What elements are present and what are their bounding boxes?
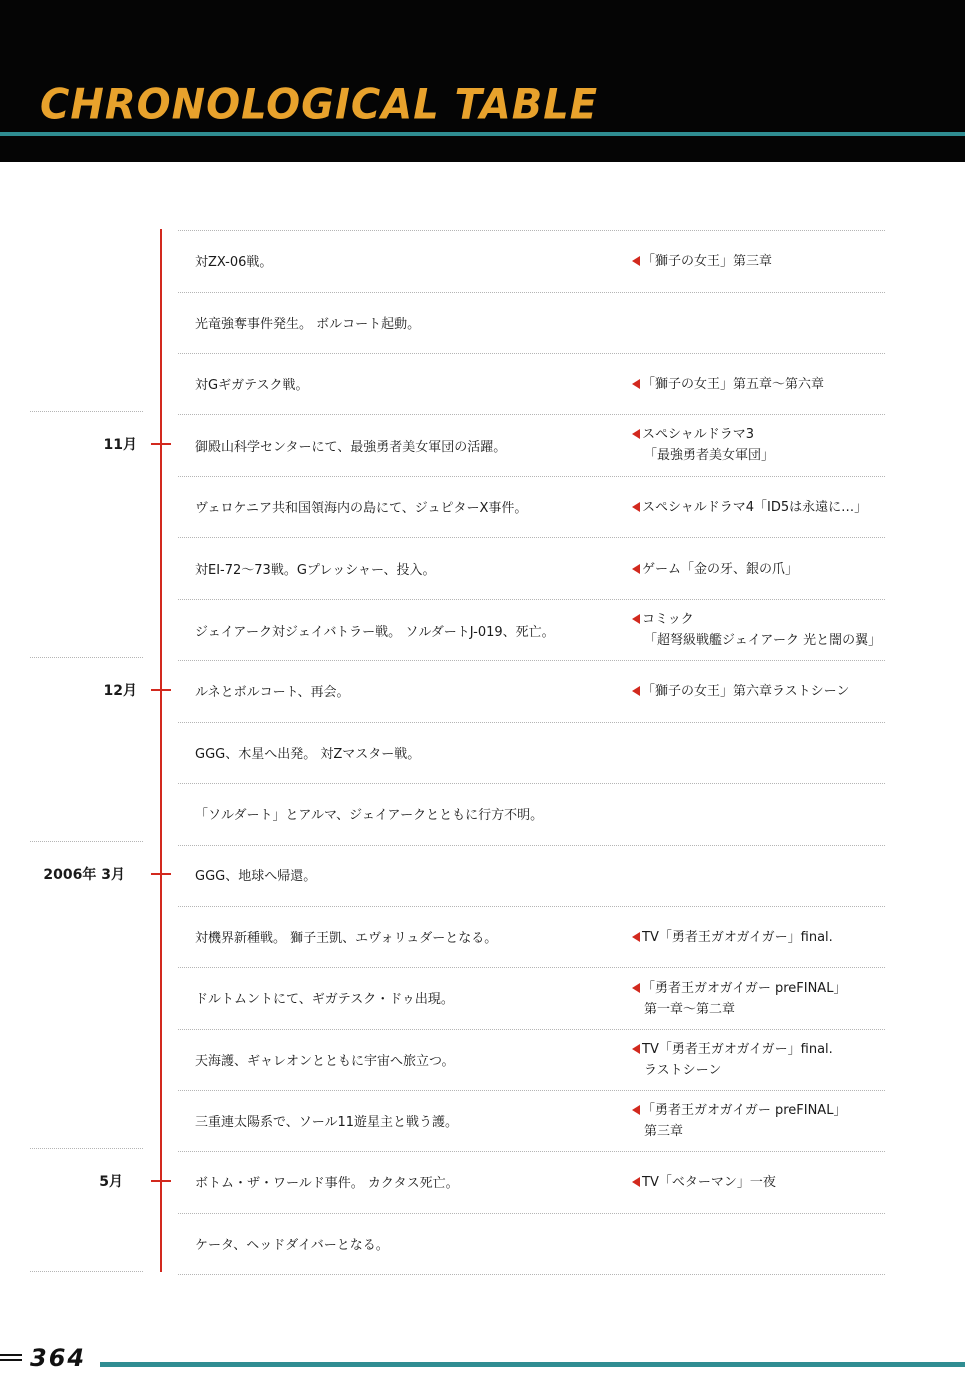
event-text: ヴェロケニア共和国領海内の島にて、ジュピターX事件。 <box>195 501 528 516</box>
row-separator <box>178 476 885 477</box>
left-separator <box>30 411 143 412</box>
event-text: ボトム・ザ・ワールド事件。 カクタス死亡。 <box>195 1176 459 1191</box>
red-triangle-icon <box>632 256 640 266</box>
red-triangle-icon <box>632 379 640 389</box>
timeline-bar <box>160 229 162 1272</box>
source-reference: スペシャルドラマ3 「最強勇者美女軍団」 <box>632 424 774 466</box>
event-text: 天海護、ギャレオンとともに宇宙へ旅立つ。 <box>195 1054 455 1069</box>
page-title: CHRONOLOGICAL TABLE <box>40 80 599 130</box>
row-separator <box>178 414 885 415</box>
row-separator <box>178 230 885 231</box>
source-reference: ゲーム「金の牙、銀の爪」 <box>632 559 798 580</box>
month-tick <box>151 1180 171 1182</box>
source-reference: TV「勇者王ガオガイガー」final. ラストシーン <box>632 1039 833 1081</box>
footer-rule <box>100 1362 965 1367</box>
event-text: GGG、地球へ帰還。 <box>195 869 317 884</box>
source-reference: 「勇者王ガオガイガー preFINAL」 第三章 <box>632 1100 846 1142</box>
row-separator <box>178 537 885 538</box>
red-triangle-icon <box>632 932 640 942</box>
red-triangle-icon <box>632 1177 640 1187</box>
event-text: 対機界新種戦。 獅子王凱、エヴォリュダーとなる。 <box>195 931 498 946</box>
source-reference: 「勇者王ガオガイガー preFINAL」 第一章〜第二章 <box>632 978 846 1020</box>
row-separator <box>178 1274 885 1275</box>
red-triangle-icon <box>632 429 640 439</box>
row-separator <box>178 1151 885 1152</box>
red-triangle-icon <box>632 1105 640 1115</box>
event-text: ルネとボルコート、再会。 <box>195 685 350 700</box>
event-text: 対EI-72〜73戦。Gプレッシャー、投入。 <box>195 563 436 578</box>
source-reference: コミック 「超弩級戦艦ジェイアーク 光と闇の翼」 <box>632 609 881 651</box>
row-separator <box>178 599 885 600</box>
source-reference: 「獅子の女王」第三章 <box>632 251 772 272</box>
row-separator <box>178 967 885 968</box>
footer-bars <box>0 1354 22 1364</box>
month-label: 12月 <box>103 683 137 699</box>
event-text: ケータ、ヘッドダイバーとなる。 <box>195 1238 389 1253</box>
month-label: 11月 <box>103 437 137 453</box>
event-text: ジェイアーク対ジェイバトラー戦。 ソルダートJ-019、死亡。 <box>195 625 555 640</box>
red-triangle-icon <box>632 983 640 993</box>
row-separator <box>178 845 885 846</box>
event-text: GGG、木星へ出発。 対Zマスター戦。 <box>195 747 421 762</box>
row-separator <box>178 292 885 293</box>
event-text: 対Gギガテスク戦。 <box>195 378 309 393</box>
red-triangle-icon <box>632 614 640 624</box>
row-separator <box>178 1029 885 1030</box>
row-separator <box>178 783 885 784</box>
event-text: 「ソルダート」とアルマ、ジェイアークとともに行方不明。 <box>195 808 544 823</box>
event-text: 御殿山科学センターにて、最強勇者美女軍団の活躍。 <box>195 440 507 455</box>
source-reference: 「獅子の女王」第五章〜第六章 <box>632 374 824 395</box>
source-reference: スペシャルドラマ4「ID5は永遠に…」 <box>632 497 867 518</box>
month-label: 5月 <box>99 1174 123 1190</box>
red-triangle-icon <box>632 502 640 512</box>
page-number: 364 <box>30 1344 87 1372</box>
source-reference: TV「勇者王ガオガイガー」final. <box>632 927 833 948</box>
left-separator <box>30 841 143 842</box>
header-rule <box>0 132 965 136</box>
month-label: 2006年 3月 <box>43 867 125 883</box>
left-separator <box>30 1271 143 1272</box>
left-separator <box>30 657 143 658</box>
event-text: 光竜強奪事件発生。 ボルコート起動。 <box>195 317 421 332</box>
month-tick <box>151 689 171 691</box>
source-reference: 「獅子の女王」第六章ラストシーン <box>632 681 849 702</box>
red-triangle-icon <box>632 564 640 574</box>
month-tick <box>151 443 171 445</box>
row-separator <box>178 353 885 354</box>
row-separator <box>178 1213 885 1214</box>
red-triangle-icon <box>632 1044 640 1054</box>
row-separator <box>178 722 885 723</box>
month-tick <box>151 873 171 875</box>
row-separator <box>178 906 885 907</box>
left-separator <box>30 1148 143 1149</box>
row-separator <box>178 1090 885 1091</box>
source-reference: TV「ベターマン」一夜 <box>632 1172 776 1193</box>
row-separator <box>178 660 885 661</box>
event-text: ドルトムントにて、ギガテスク・ドゥ出現。 <box>195 992 454 1007</box>
red-triangle-icon <box>632 686 640 696</box>
event-text: 対ZX-06戦。 <box>195 255 273 270</box>
event-text: 三重連太陽系で、ソール11遊星主と戦う護。 <box>195 1115 459 1130</box>
